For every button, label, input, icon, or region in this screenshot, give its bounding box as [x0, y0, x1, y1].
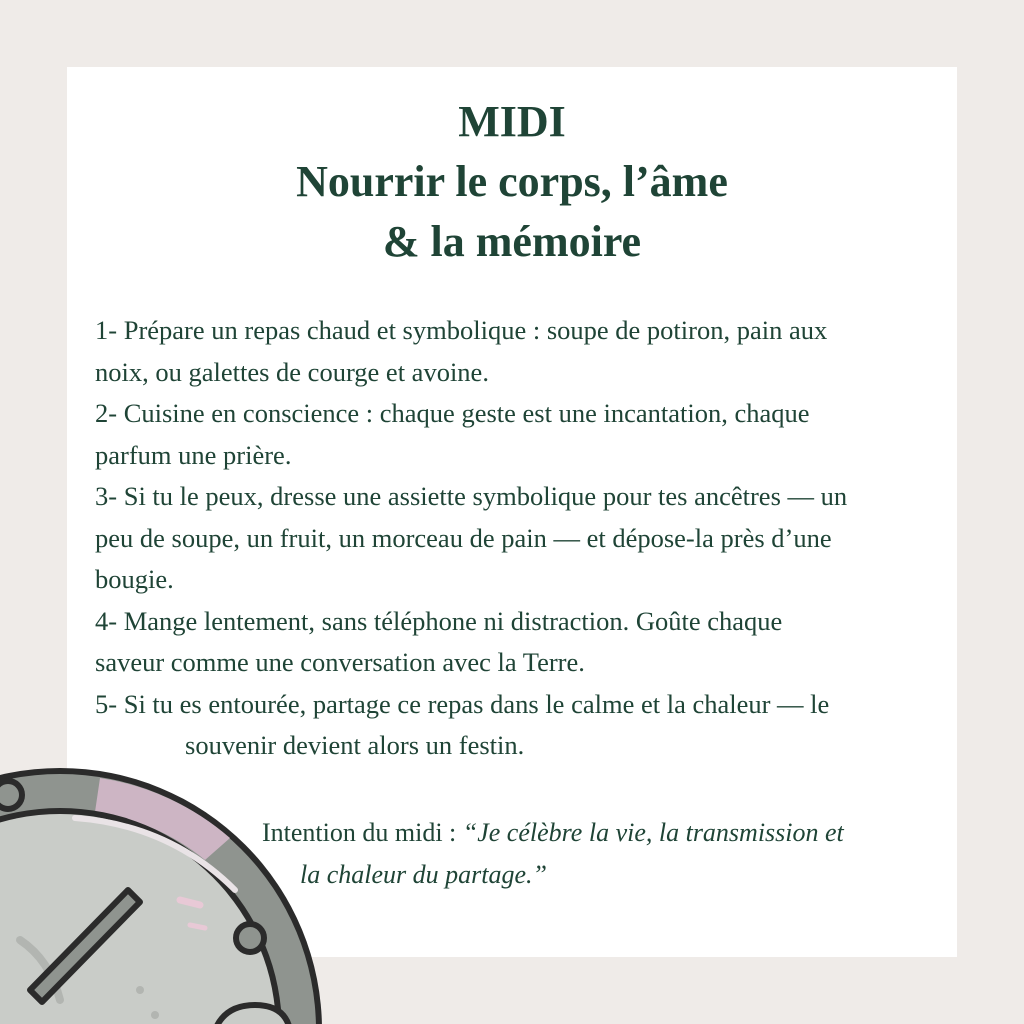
- intention-label: Intention du midi :: [262, 818, 463, 847]
- clock-dot: [136, 986, 144, 994]
- step-3-line-2: peu de soupe, un fruit, un morceau de pain — et dépose-la près d’une: [95, 522, 832, 553]
- step-1-line-2: noix, ou galettes de courge et avoine.: [95, 356, 489, 387]
- step-3-line-1: 3- Si tu le peux, dresse une assiette symbolique pour tes ancêtres — un: [95, 481, 848, 511]
- step-1-line-1: 1- Prépare un repas chaud et symbolique : soupe de potiron, pain aux: [95, 315, 828, 345]
- step-3: [95, 476, 935, 601]
- intention-line-1: [262, 812, 902, 854]
- steps-list: [95, 310, 935, 767]
- step-1: [95, 310, 935, 393]
- intention-quote-part-1: “Je célèbre la vie, la transmission et: [462, 818, 844, 847]
- step-5-line-2: souvenir devient alors un festin.: [185, 730, 525, 760]
- clock-knob-top: [0, 781, 22, 809]
- clock-illustration-icon: [0, 700, 330, 1024]
- intention-quote-part-2: la chaleur du partage.”: [300, 860, 547, 889]
- step-2-line-2: parfum une prière.: [95, 439, 292, 470]
- step-3-line-3: bougie.: [95, 564, 174, 594]
- clock-highlight-small: [180, 900, 200, 905]
- title-line-3: & la mémoire: [382, 217, 642, 266]
- clock-highlight-small-2: [190, 925, 205, 928]
- step-4-line-2: saveur comme une conversation avec la Terre.: [95, 647, 585, 677]
- clock-dot-2: [151, 1011, 159, 1019]
- clock-knob-right: [236, 924, 264, 952]
- step-2: [95, 393, 935, 476]
- page-title: [67, 92, 957, 272]
- step-4-line-1: 4- Mange lentement, sans téléphone ni distraction. Goûte chaque: [95, 605, 783, 636]
- intention-block: [262, 812, 902, 896]
- step-2-line-1: 2- Cuisine en conscience : chaque geste est une incantation, chaque: [95, 398, 810, 428]
- title-line-2: Nourrir le corps, l’âme: [296, 157, 728, 206]
- title-line-1: MIDI: [458, 97, 566, 146]
- step-5-line-1: 5- Si tu es entourée, partage ce repas dans le calme et la chaleur — le: [95, 688, 830, 719]
- step-4: [95, 601, 935, 684]
